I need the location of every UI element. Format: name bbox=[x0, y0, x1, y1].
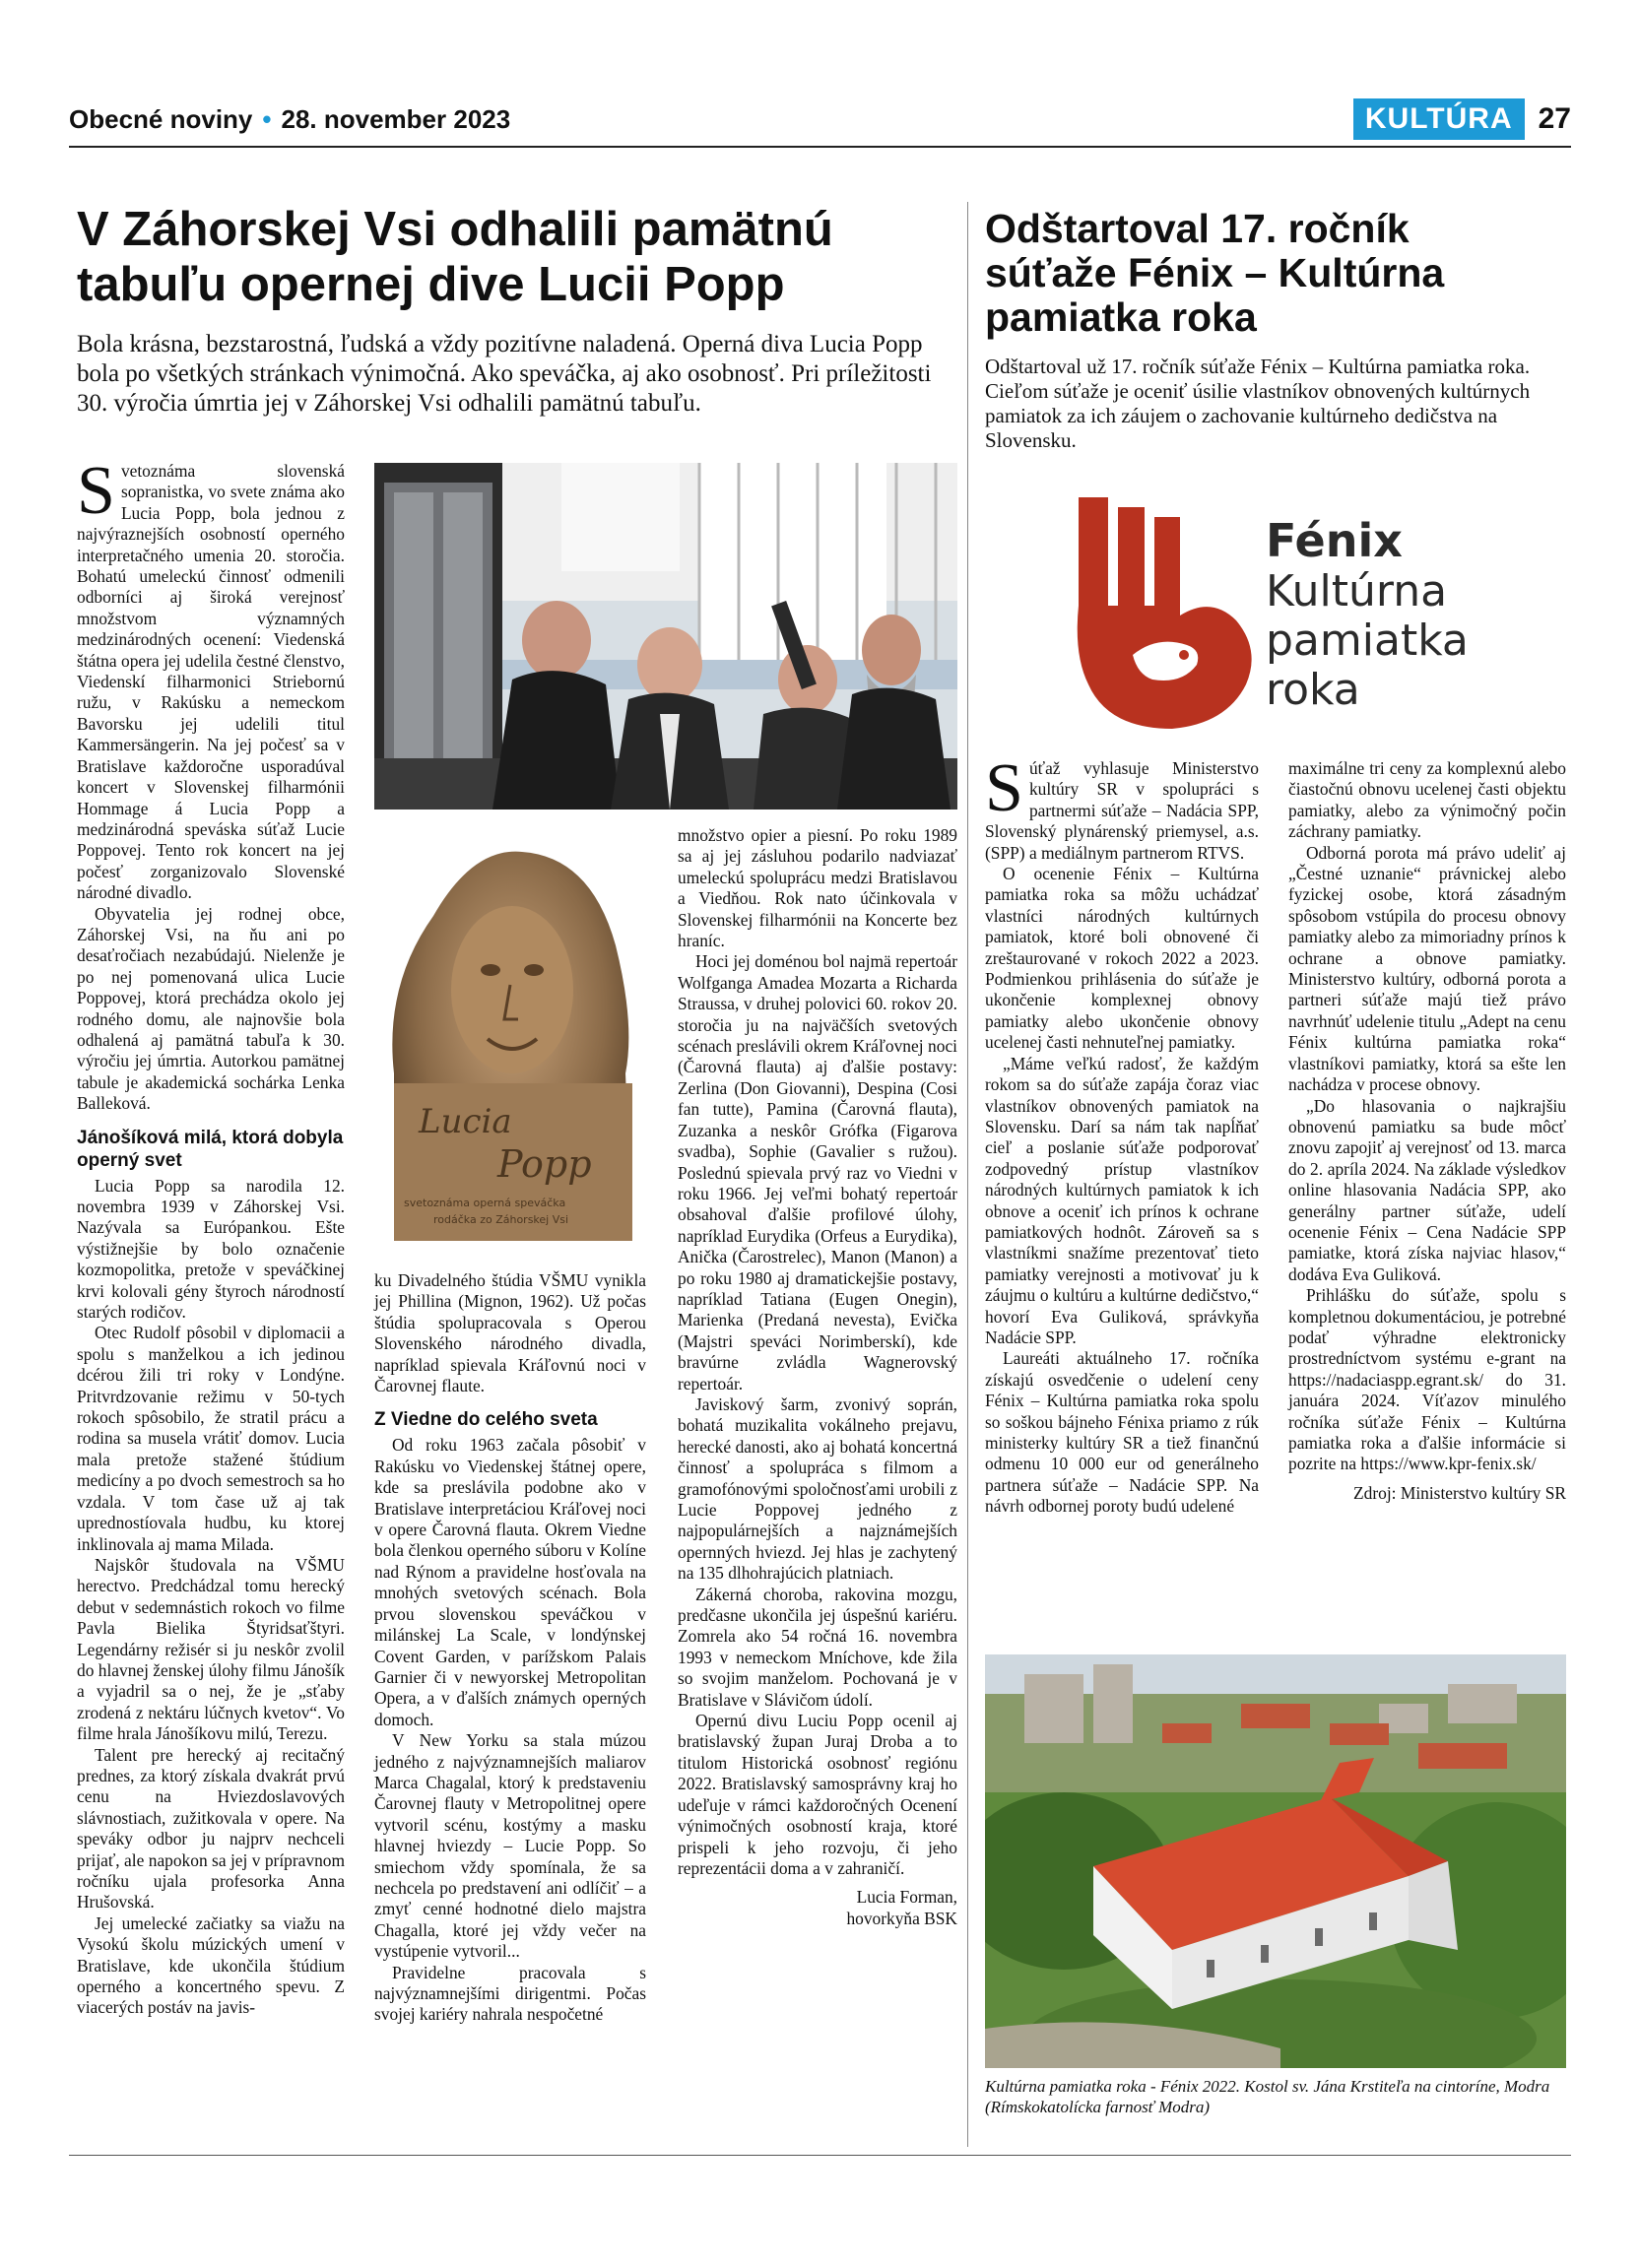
column-divider bbox=[967, 202, 968, 2147]
paragraph-text: vetoznáma slovenská sopranistka, vo svete známa ako Lucia Popp, bola jednou z najvýraznejších osobností operného interpretačného umenia 20. storočia. Bohatú umeleckú činnosť odmenili odborníci aj široká verejnosť množstvom významných medzinárodných ocenení: Viedenská štátna opera jej udelila čestné členstvo, Viedenskí filharmonici Striebornú ružu, v Rakúsku a nemeckom Bavorsku jej udelili titul Kammersängerin. Na jej počesť sa v Bratislave každoročne usporadúval koncert v Slovenskej filharmónii Hommage á Lucia Popp a medzinárodná speváska súťaž Lucie Poppovej. Tento rok koncert na jej počesť zorganizovalo Slovenské národné divadlo. bbox=[77, 461, 345, 903]
bottom-rule bbox=[69, 2155, 1571, 2156]
article1-col1-p7: Jej umelecké začiatky sa viažu na Vysokú školu múzických umení v Bratislave, kde ukončila štúdium operného a koncertného spevu. Z viacerých postáv na javis- bbox=[77, 1912, 345, 2018]
article2-title-line3: pamiatka roka bbox=[985, 294, 1257, 340]
logo-line3: pamiatka bbox=[1266, 616, 1469, 666]
relief-inscription-1: svetoznáma operná speváčka bbox=[404, 1197, 566, 1209]
article1-col3-p1: množstvo opier a piesní. Po roku 1989 sa aj jej zásluhou podarilo nadviazať umeleckú spoluprácu medzi Bratislavou a Viedňou. Rok nato účinkovala v Slovenskej filharmónii na Koncerte bez hraníc. bbox=[678, 825, 957, 951]
unveiling-photo-art bbox=[374, 463, 957, 810]
article1-subhead2: Z Viedne do celého sveta bbox=[374, 1409, 598, 1431]
logo-line4: roka bbox=[1266, 665, 1360, 715]
article1-col2-p4: Pravidelne pracovala s najvýznamnejšími dirigentmi. Počas svojej kariéry nahrala nespočetné bbox=[374, 1962, 646, 2025]
article1-title bbox=[77, 202, 963, 312]
article2-col1-p1 bbox=[985, 750, 1259, 864]
relief-photo bbox=[374, 827, 645, 1246]
article2-source: Zdroj: Ministerstvo kultúry SR bbox=[1353, 1482, 1566, 1503]
section-label: KULTÚRA bbox=[1353, 98, 1525, 140]
article1-subhead1: Jánošíková milá, ktorá dobyla operný svet bbox=[77, 1127, 344, 1171]
article2-lead: Odštartoval už 17. ročník súťaže Fénix – Kultúrna pamiatka roka. Cieľom súťaže je oceniť úsilie vlastníkov obnovených kultúrnych pamiatok za ich záujem o zachovanie kultúrneho dedičstva na Slovensku. bbox=[985, 355, 1531, 452]
article1-title-line2: tabuľu opernej dive Lucii Popp bbox=[77, 258, 785, 311]
article2-col1-p2: O ocenenie Fénix – Kultúrna pamiatka roka sa môžu uchádzať vlastníci národných kultúrnych pamiatok, ktoré boli obnovené či zreštaurované v rokoch 2022 a 2023. Podmienkou prihlásenia do súťaže je ukončenie komplexnej obnovy pamiatky alebo ukončenie obnovy ucelenej časti nehnuteľnej pamiatky. bbox=[985, 864, 1259, 1053]
paragraph-text: úťaž vyhlasuje Ministerstvo kultúry SR v spolupráci s partnermi súťaže – Nadácia SPP, Slovenský plynárenský priemysel, a.s. (SPP) a mediálnym partnerom RTVS. bbox=[985, 758, 1259, 863]
article1-lead: Bola krásna, bezstarostná, ľudská a vždy pozitívne naladená. Operná diva Lucia Popp bola po všetkých stránkach výnimočná. Ako speváčka, aj ako osobnosť. Pri príležitosti 30. výročia úmrtia jej v Záhorskej Vsi odhalili pamätnú tabuľu. bbox=[77, 331, 932, 417]
article2-col1-p3: „Máme veľkú radosť, že každým rokom sa do súťaže zapája čoraz viac vlastníkov obnovených pamiatok na Slovensku. Darí sa nám tak napĺňať cieľ a poslanie súťaže podporovať zodpovedný prístup vlastníkov národných kultúrnych pamiatok k ich obnove a oceniť ich prínos k ochrane pamiatkových hodnôt. Zároveň sa s vlastníkmi snažíme prezentovať tieto pamiatky verejnosti a motivovať ju k záujmu o kultúru a kultúrne dedičstvo,“ hovorí Eva Guliková, správkyňa Nadácie SPP. bbox=[985, 1053, 1259, 1347]
article2-col2-p4: Prihlášku do súťaže, spolu s kompletnou dokumentáciou, je potrebné podať výhradne elektronicky prostredníctvom systému e-grant na https://nadaciaspp.egrant.sk/ do 31. januára 2024. Víťazov minulého ročníka súťaže Fénix – Kultúrna pamiatka roka a ďalšie informácie si pozrite na https://www.kpr-fenix.sk/ bbox=[1288, 1285, 1566, 1474]
article1-title-line1: V Záhorskej Vsi odhalili pamätnú bbox=[77, 203, 833, 256]
logo-line1: Fénix bbox=[1266, 514, 1403, 567]
article1-col1-p2: Obyvatelia jej rodnej obce, Záhorskej Vsi, na ňu ani po desaťročiach nezabúdajú. Nielenže je po nej pomenovaná ulica Lucie Poppovej, ktorá prechádza okolo jej rodného domu, ale najnovšie bola odhalená aj pamätná tabuľa k 30. výročiu jej úmrtia. Autorkou pamätnej tabule je akademická sochárka Lenka Balleková. bbox=[77, 903, 345, 1114]
drop-cap: S bbox=[77, 453, 115, 529]
separator-dot: • bbox=[262, 104, 272, 134]
article2-title-line1: Odštartoval 17. ročník bbox=[985, 206, 1410, 251]
logo-line2: Kultúrna bbox=[1266, 566, 1448, 616]
paper-name: Obecné noviny bbox=[69, 104, 253, 134]
article1-col1-p1 bbox=[77, 453, 345, 904]
article1-col2-p3: V New Yorku sa stala múzou jedného z najvýznamnejších maliarov Marca Chagalal, ktorý k predstaveniu Čarovnej flauty v Metropolitnej opere vytvoril scénu, kostýmy a masku hlavnej hviezdy – Lucie Popp. So smiechom vždy spomínala, že sa nechcela po predstavení ani odlíčiť – a zmyť cenné hodnotné dielo majstra Chagalla, ktoré jej vždy večer na vystúpenie vytvoril... bbox=[374, 1730, 646, 1962]
church-photo-art bbox=[985, 1654, 1566, 2068]
church-caption: Kultúrna pamiatka roka - Fénix 2022. Kostol sv. Jána Krstiteľa na cintoríne, Modra (Rímskokatolícka farnosť Modra) bbox=[985, 2077, 1550, 2116]
fenix-logo bbox=[1064, 487, 1497, 734]
signature-role: hovorkyňa BSK bbox=[846, 1908, 957, 1928]
relief-signature-lucia: Lucia bbox=[419, 1102, 512, 1141]
article2-col2-p3: „Do hlasovania o najkrajšiu obnovenú pamiatku sa bude môcť znovu zapojiť aj verejnosť od 13. marca do 2. apríla 2024. Na základe výsledkov online hlasovania Nadácia SPP, ako generálny partner súťaže, udelí ocenenie Fénix – Cena Nadácie SPP pamiatke, ktorá získa najviac hlasov,“ dodáva Eva Guliková. bbox=[1288, 1095, 1566, 1284]
article2-title bbox=[985, 207, 1566, 340]
masthead-right bbox=[1353, 98, 1571, 140]
relief-signature-popp: Popp bbox=[497, 1142, 592, 1186]
top-rule bbox=[69, 146, 1571, 148]
article1-col3-p5: Opernú divu Luciu Popp ocenil aj bratislavský župan Juraj Droba a to titulom Historická osobnosť regiónu 2022. Bratislavský samosprávny kraj ho udeľuje v rámci každoročných Ocenení výnimočných osobností kraja, ktoré prispeli k jeho rozvoju, či jeho reprezentácii doma a v zahraničí. bbox=[678, 1711, 957, 1878]
article1-column3 bbox=[678, 825, 957, 1929]
article1-column2 bbox=[374, 1270, 646, 2026]
church-photo bbox=[985, 1654, 1566, 2068]
article1-col1-p4: Otec Rudolf pôsobil v diplomacii a spolu s manželkou a ich jedinou dcérou žili tri roky v Londýne. Pritvrdzovanie režimu v 50-tych rokoch spôsobilo, že stratil prácu a rodina sa musela vrátiť domov. Lucia mala pretože stažené štúdium medicíny a po dvoch semestroch sa ho vzdala. V tom čase už aj tak uprednostíovala hudbu, ku ktorej inklinovala aj mama Milada. bbox=[77, 1323, 345, 1554]
issue-date: 28. november 2023 bbox=[281, 104, 511, 134]
article2-col1-p4: Laureáti aktuálneho 17. ročníka získajú osvedčenie o udelení ceny Fénix – Kultúrna pamiatka roka spolu so soškou bájneho Fénixa priamo z rúk ministerky kultúry SR a tiež finančnú odmenu 10 000 eur od generálneho partnera súťaže – Nadácie SPP. Na návrh odbornej poroty budú udelené bbox=[985, 1348, 1259, 1517]
drop-cap: S bbox=[985, 750, 1023, 826]
relief-inscription-2: rodáčka zo Záhorskej Vsi bbox=[433, 1213, 569, 1226]
phoenix-hand-icon bbox=[1078, 497, 1252, 729]
article1-col1-p3: Lucia Popp sa narodila 12. novembra 1939 v Záhorskej Vsi. Nazývala sa Európankou. Ešte výstižnejšie by bolo označenie kozmopolitka, pretože v speváčkinej krvi kolovali gény štyroch národností starých rodičov. bbox=[77, 1175, 345, 1323]
article2-col2-p2: Odborná porota má právo udeliť aj „Čestné uznanie“ právnickej alebo fyzickej osobe, ktorá zásadným spôsobom vstúpila do procesu obnovy pamiatky alebo za mimoriadny prínos k ochrane a obnove pamiatky. Ministerstvo kultúry, odborná porota a partneri súťaže majú tiež právo navrhnúť udelenie titulu „Adept na cenu Fénix kultúrna pamiatka roka“ vlastníkovi pamiatky, ktorá sa ešte len nachádza v procese obnovy. bbox=[1288, 842, 1566, 1095]
signature-name: Lucia Forman, bbox=[856, 1887, 957, 1908]
article2-column2 bbox=[1288, 758, 1566, 1504]
fenix-logo-art bbox=[1064, 487, 1497, 734]
article2-column1 bbox=[985, 750, 1259, 1518]
article1-col3-p2: Hoci jej doménou bol najmä repertoár Wolfganga Amadea Mozarta a Richarda Straussa, v druhej polovici 60. rokov 20. storočia ju na najväčších svetových scénach preslávili okrem Kráľovnej noci (Čarovná flauta) aj ďalšie postavy: Zerlina (Don Giovanni), Despina (Cosi fan tutte), Pamina (Čarovná flauta), Zuzanka a neskôr Grófka (Figarova svadba), Sophie (Gavalier s ružou). Poslednú spievala prvý raz vo Viedni v roku 1966. Jej veľmi bohatý repertoár obsahoval ďalšie profilové úlohy, napríklad Eurydika (Orfeus a Eurydika), Anička (Čarostrelec), Manon (Manon) a po roku 1980 aj dramatickejšie postavy, napríklad Tatiana (Eugen Onegin), Marienka (Predaná nevesta), Evička (Majstri speváci Norimberskí), kde bravúrne zvládla Wagnerovský repertoár. bbox=[678, 951, 957, 1393]
article2-col2-p1: maximálne tri ceny za komplexnú alebo čiastočnú obnovu ucelenej časti objektu pamiatky, alebo za výnimočný počin záchrany pamiatky. bbox=[1288, 758, 1566, 842]
article1-col3-p3: Javiskový šarm, zvonivý soprán, bohatá muzikalita vokálneho prejavu, herecké danosti, ako aj bohatá koncertná činnosť a spolupráca s filmom a gramofónovými spoločnosťami urobili z Lucie Poppovej jedného z najpopulárnejších a najznámejších opernných hviezd. Jej hlas je zachytený na 135 dlhohrajúcich platniach. bbox=[678, 1393, 957, 1584]
article1-col1-p5: Najskôr študovala na VŠMU herectvo. Predchádzal tomu herecký debut v sedemnástich rokoch vo filme Pavla Bielika Štyridsaťštyri. Legendárny režisér si ju neskôr zvolil do hlavnej ženskej úlohy filmu Jánošík a vyjadril sa o nej, že je „sťaby zrodená z nektáru lúčnych kvetov“. Vo filme hrala Jánošíkovu milú, Terezu. bbox=[77, 1554, 345, 1744]
article1-col3-p4: Zákerná choroba, rakovina mozgu, predčasne ukončila jej úspešnú kariéru. Zomrela ako 54 ročná 16. novembra 1993 v nemeckom Mníchove, kde žila so svojim manželom. Pochovaná je v Bratislave v Slávičom údolí. bbox=[678, 1584, 957, 1710]
masthead bbox=[69, 98, 1571, 142]
article1-col1-p6: Talent pre herecký aj recitačný prednes, za ktorý získala dvakrát prvú cenu na Hviezdoslavových slávnostiach, zužitkovala v opere. Na speváky odbor ju najprv nechceli prijať, ale napokon sa jej v prípravnom ročníku ujala profesorka Anna Hrušovská. bbox=[77, 1744, 345, 1912]
relief-art bbox=[374, 827, 645, 1246]
article2-title-line2: súťaže Fénix – Kultúrna bbox=[985, 250, 1445, 295]
masthead-left bbox=[69, 104, 510, 135]
article1-col2-p1: ku Divadelného štúdia VŠMU vynikla jej Phillina (Mignon, 1962). Už počas štúdia spolupracovala s Operou Slovenského národného divadla, napríklad spievala Kráľovnú noci v Čarovnej flaute. bbox=[374, 1270, 646, 1396]
article1-column1 bbox=[77, 453, 345, 2019]
unveiling-photo bbox=[374, 463, 957, 810]
article1-col2-p2: Od roku 1963 začala pôsobiť v Rakúsku vo Viedenskej štátnej opere, kde sa preslávila podobne ako v Bratislave interpretáciou Kráľovej noci v opere Čarovná flauta. Okrem Viedne bola členkou operného súboru v Kolíne nad Rýnom a pravidelne hosťovala na mnohých svetových scénach. Bola prvou slovenskou speváčkou v milánskej La Scale, v londýnskej Covent Garden, v parížskom Palais Garnier či v newyorskej Metropolitan Opera, a v ďalších známych operných domoch. bbox=[374, 1435, 646, 1729]
page-number: 27 bbox=[1538, 102, 1571, 135]
